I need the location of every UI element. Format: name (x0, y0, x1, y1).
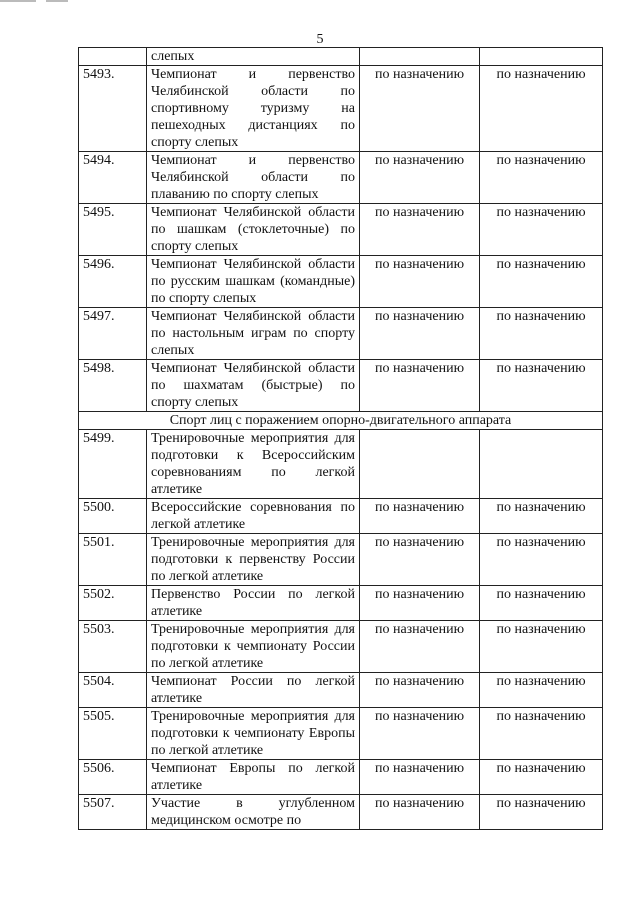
scan-artifact (0, 0, 36, 2)
schedule-cell: по назначению (480, 534, 603, 586)
event-name: Тренировочные мероприятия для подготовки к чемпионату России по легкой атлетике (147, 621, 360, 673)
schedule-cell: по назначению (360, 66, 480, 152)
schedule-cell: по назначению (480, 499, 603, 534)
section-header-row (79, 412, 603, 430)
event-name: Первенство России по легкой атлетике (147, 586, 360, 621)
schedule-cell: по назначению (480, 708, 603, 760)
row-number: 5496. (79, 256, 147, 308)
event-name: слепых (147, 48, 360, 66)
table-row (79, 256, 603, 308)
section-title: Спорт лиц с поражением опорно-двигательного аппарата (79, 412, 603, 430)
scan-artifact (46, 0, 68, 2)
event-name: Тренировочные мероприятия для подготовки к Всероссийским соревнованиям по легкой атлетике (147, 430, 360, 499)
row-number: 5500. (79, 499, 147, 534)
row-number (79, 48, 147, 66)
schedule-cell: по назначению (360, 308, 480, 360)
table-row (79, 534, 603, 586)
schedule-cell: по назначению (360, 534, 480, 586)
event-name: Тренировочные мероприятия для подготовки к чемпионату Европы по легкой атлетике (147, 708, 360, 760)
schedule-cell: по назначению (480, 66, 603, 152)
schedule-cell: по назначению (480, 586, 603, 621)
event-name: Чемпионат и первенство Челябинской области по спортивному туризму на пешеходных дистанциях по спорту слепых (147, 66, 360, 152)
event-name: Всероссийские соревнования по легкой атлетике (147, 499, 360, 534)
schedule-cell (480, 48, 603, 66)
schedule-cell: по назначению (480, 256, 603, 308)
table-row (79, 621, 603, 673)
schedule-cell: по назначению (480, 360, 603, 412)
schedule-cell: по назначению (360, 499, 480, 534)
schedule-cell: по назначению (480, 621, 603, 673)
schedule-cell: по назначению (360, 621, 480, 673)
table-row (79, 204, 603, 256)
schedule-cell: по назначению (480, 760, 603, 795)
schedule-cell: по назначению (480, 152, 603, 204)
schedule-cell: по назначению (360, 586, 480, 621)
event-name: Чемпионат Челябинской области по настольным играм по спорту слепых (147, 308, 360, 360)
schedule-cell: по назначению (360, 673, 480, 708)
table-row (79, 673, 603, 708)
schedule-cell: по назначению (360, 360, 480, 412)
schedule-cell: по назначению (360, 204, 480, 256)
row-number: 5499. (79, 430, 147, 499)
table-row (79, 308, 603, 360)
event-name: Чемпионат Челябинской области по русским шашкам (командные) по спорту слепых (147, 256, 360, 308)
table-row (79, 760, 603, 795)
event-name: Участие в углубленном медицинском осмотре по (147, 795, 360, 830)
schedule-cell: по назначению (360, 708, 480, 760)
row-number: 5494. (79, 152, 147, 204)
table-row (79, 360, 603, 412)
event-name: Чемпионат России по легкой атлетике (147, 673, 360, 708)
event-name: Чемпионат и первенство Челябинской области по плаванию по спорту слепых (147, 152, 360, 204)
table-row (79, 708, 603, 760)
row-number: 5498. (79, 360, 147, 412)
page-number: 5 (316, 32, 324, 47)
schedule-cell: по назначению (360, 256, 480, 308)
events-table-body (79, 48, 603, 830)
row-number: 5505. (79, 708, 147, 760)
table-row (79, 430, 603, 499)
event-name: Тренировочные мероприятия для подготовки к первенству России по легкой атлетике (147, 534, 360, 586)
row-number: 5493. (79, 66, 147, 152)
schedule-cell: по назначению (480, 204, 603, 256)
schedule-cell (360, 430, 480, 499)
row-number: 5506. (79, 760, 147, 795)
row-number: 5503. (79, 621, 147, 673)
events-table (78, 47, 603, 830)
row-number: 5497. (79, 308, 147, 360)
event-name: Чемпионат Челябинской области по шахматам (быстрые) по спорту слепых (147, 360, 360, 412)
table-row (79, 586, 603, 621)
schedule-cell: по назначению (480, 795, 603, 830)
table-row (79, 795, 603, 830)
row-number: 5507. (79, 795, 147, 830)
event-name: Чемпионат Челябинской области по шашкам (стоклеточные) по спорту слепых (147, 204, 360, 256)
schedule-cell: по назначению (480, 673, 603, 708)
table-row (79, 152, 603, 204)
schedule-cell: по назначению (360, 152, 480, 204)
row-number: 5504. (79, 673, 147, 708)
table-row (79, 499, 603, 534)
row-number: 5501. (79, 534, 147, 586)
schedule-cell: по назначению (360, 760, 480, 795)
table-row (79, 66, 603, 152)
schedule-cell: по назначению (480, 308, 603, 360)
row-number: 5495. (79, 204, 147, 256)
row-number: 5502. (79, 586, 147, 621)
event-name: Чемпионат Европы по легкой атлетике (147, 760, 360, 795)
schedule-cell (480, 430, 603, 499)
schedule-cell (360, 48, 480, 66)
schedule-cell: по назначению (360, 795, 480, 830)
table-row (79, 48, 603, 66)
